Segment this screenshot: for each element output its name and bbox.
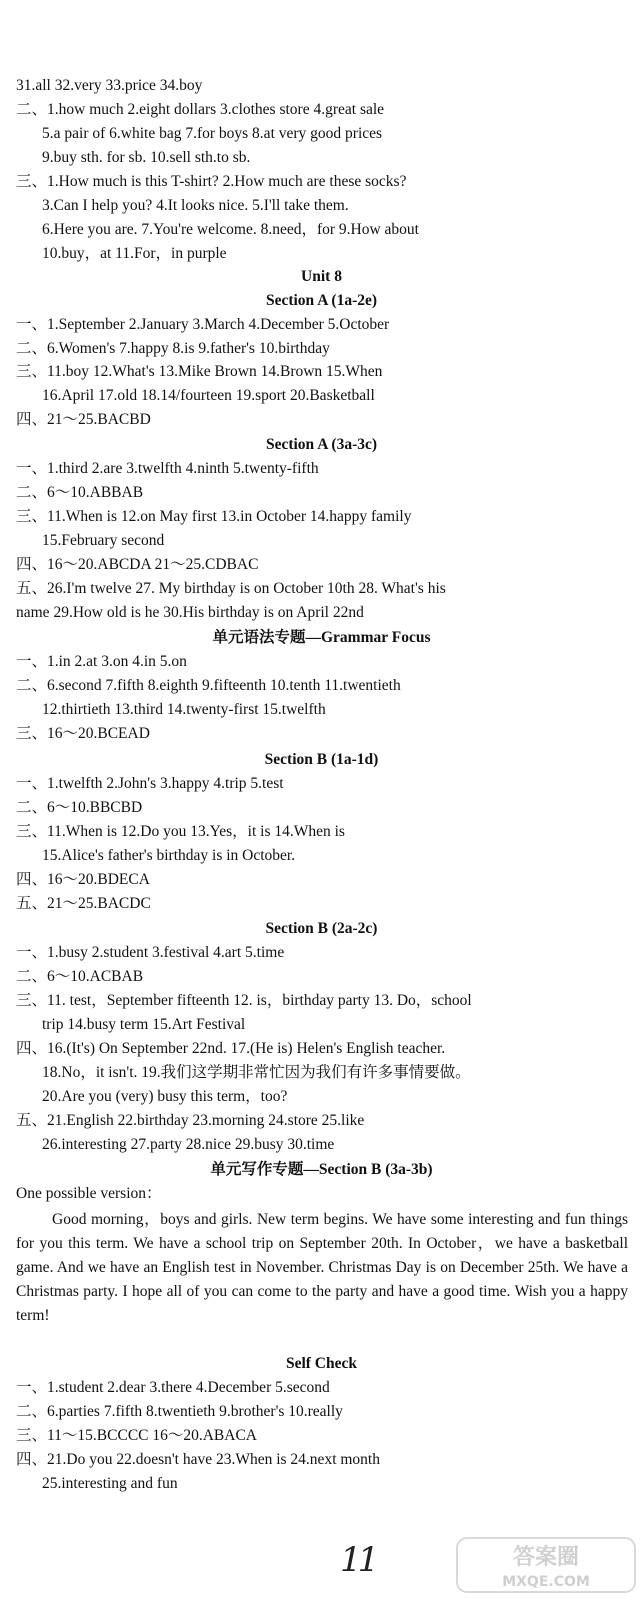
answer-line: 四、21.Do you 22.doesn't have 23.When is 24.next month [16, 1451, 380, 1468]
section-heading: Section A (1a-2e) [265, 292, 378, 309]
answer-line: 五、21～25.BACDC [16, 895, 151, 912]
section-heading: Section A (3a-3c) [265, 436, 378, 453]
essay-label: One possible version： [16, 1185, 162, 1202]
answer-line: 一、1.September 2.January 3.March 4.December 5.October [16, 316, 390, 333]
answer-line: 三、11.When is 12.on May first 13.in October 14.happy family [16, 508, 412, 525]
sample-essay-text: Good morning，boys and girls. New term begins. We have some interesting and fun things for you this term. We have a school trip on September 20th. In October，we have a basketball game. And we have an English test in November. Christmas Day is on December 25th. We have a Christmas party. I hope all of you can come to the party and have a good time. Wish you a happy term! [16, 1211, 628, 1324]
sample-essay [16, 1208, 628, 1328]
page-number: 11 [340, 1540, 376, 1580]
answer-line: 三、1.How much is this T-shirt? 2.How much are these socks? [16, 173, 407, 190]
answer-line: 三、16～20.BCEAD [16, 725, 150, 742]
answer-line: 二、6.parties 7.fifth 8.twentieth 9.brother's 10.really [16, 1403, 343, 1420]
answer-line: 15.Alice's father's birthday is in October. [42, 847, 296, 864]
answer-line: 二、6.second 7.fifth 8.eighth 9.fifteenth 10.tenth 11.twentieth [16, 677, 401, 694]
watermark-text-en: MXQE.COM [502, 1574, 590, 1590]
watermark-text-cn: 答案圈 [512, 1545, 580, 1570]
answer-line: 二、1.how much 2.eight dollars 3.clothes store 4.great sale [16, 101, 385, 118]
section-heading: 单元语法专题—Grammar Focus [212, 629, 431, 646]
answer-line: 一、1.busy 2.student 3.festival 4.art 5.time [16, 944, 285, 961]
answer-line: 20.Are you (very) busy this term，too? [42, 1088, 288, 1105]
answer-line: 五、21.English 22.birthday 23.morning 24.store 25.like [16, 1112, 365, 1129]
answer-line: 二、6～10.ACBAB [16, 968, 144, 985]
answer-line: 16.April 17.old 18.14/fourteen 19.sport 20.Basketball [42, 387, 375, 404]
answer-line: 15.February second [42, 532, 165, 549]
answer-line: 一、1.student 2.dear 3.there 4.December 5.second [16, 1379, 330, 1396]
answer-line: 三、11.When is 12.Do you 13.Yes，it is 14.When is [16, 823, 345, 840]
answer-line: name 29.How old is he 30.His birthday is on April 22nd [16, 604, 364, 621]
answer-line: 三、11～15.BCCCC 16～20.ABACA [16, 1427, 257, 1444]
answer-line: 四、16.(It's) On September 22nd. 17.(He is) Helen's English teacher. [16, 1040, 446, 1057]
answer-line: 五、26.I'm twelve 27. My birthday is on October 10th 28. What's his [16, 580, 446, 597]
answer-line: 一、1.in 2.at 3.on 4.in 5.on [16, 653, 187, 670]
answer-line: 三、11. test，September fifteenth 12. is，birthday party 13. Do，school [16, 992, 472, 1009]
answer-line: 6.Here you are. 7.You're welcome. 8.need，for 9.How about [42, 221, 419, 238]
section-heading: Section B (2a-2c) [265, 920, 378, 937]
answer-line: 四、21～25.BACBD [16, 411, 151, 428]
answer-line: 10.buy，at 11.For，in purple [42, 245, 227, 262]
answer-line: 3.Can I help you? 4.It looks nice. 5.I'll take them. [42, 197, 349, 214]
answer-line: 25.interesting and fun [42, 1475, 178, 1492]
section-heading: 单元写作专题—Section B (3a-3b) [210, 1161, 433, 1178]
answer-line: 31.all 32.very 33.price 34.boy [16, 77, 203, 94]
answer-line: 一、1.third 2.are 3.twelfth 4.ninth 5.twenty-fifth [16, 460, 319, 477]
answer-line: 三、11.boy 12.What's 13.Mike Brown 14.Brown 15.When [16, 363, 383, 380]
answer-line: 5.a pair of 6.white bag 7.for boys 8.at very good prices [42, 125, 383, 142]
answer-line: 二、6～10.BBCBD [16, 799, 143, 816]
answer-line: 一、1.twelfth 2.John's 3.happy 4.trip 5.test [16, 775, 284, 792]
watermark-logo [455, 1536, 637, 1594]
section-heading: Section B (1a-1d) [264, 751, 379, 768]
unit-heading: Unit 8 [301, 268, 342, 285]
answer-line: 9.buy sth. for sb. 10.sell sth.to sb. [42, 149, 251, 166]
answer-line: 二、6.Women's 7.happy 8.is 9.father's 10.birthday [16, 340, 330, 357]
section-heading: Self Check [285, 1355, 358, 1372]
answer-line: 18.No，it isn't. 19.我们这学期非常忙因为我们有许多事情要做。 [42, 1064, 471, 1081]
answer-line: 二、6～10.ABBAB [16, 484, 144, 501]
answer-line: 26.interesting 27.party 28.nice 29.busy 30.time [42, 1136, 335, 1153]
answer-line: trip 14.busy term 15.Art Festival [42, 1016, 246, 1033]
answer-line: 12.thirtieth 13.third 14.twenty-first 15.twelfth [42, 701, 326, 718]
answer-line: 四、16～20.ABCDA 21～25.CDBAC [16, 556, 259, 573]
answer-line: 四、16～20.BDECA [16, 871, 150, 888]
